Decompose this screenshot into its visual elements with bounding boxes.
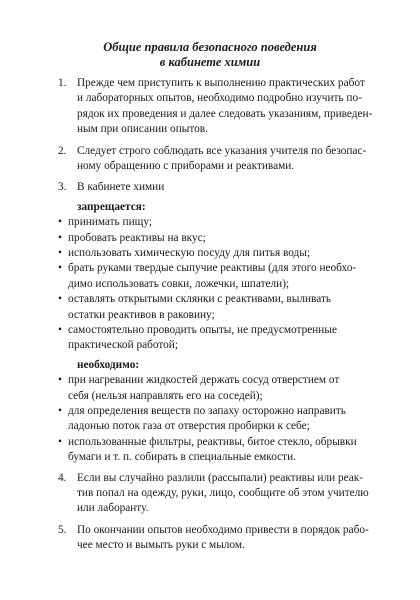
bullet-icon: • <box>58 293 62 306</box>
item-4-text <box>77 471 386 517</box>
item-5-line-1: По окончании опытов необходимо привести в порядок рабо- <box>77 523 369 536</box>
forbidden-item-4 <box>68 261 386 292</box>
item-number-2: 2. <box>58 144 67 157</box>
forbidden-item-4-line-1: брать руками твердые сыпучие реактивы (для этого необхо- <box>68 262 357 275</box>
required-item-3-line-1: использованные фильтры, реактивы, битое стекло, обрывки <box>68 435 357 448</box>
forbidden-item-4-line-2: димо использовать совки, ложечки, шпатели); <box>68 277 290 290</box>
item-number-4: 4. <box>58 471 67 484</box>
forbidden-item-6-line-2: практической работой; <box>68 339 178 352</box>
item-3-line-1: В кабинете химии <box>77 181 165 194</box>
required-heading: необходимо: <box>77 358 140 371</box>
bullet-icon: • <box>58 247 62 259</box>
bullet-icon: • <box>58 231 62 244</box>
required-item-3-line-2: бумаги и т. п. собирать в специальные емкости. <box>68 451 296 464</box>
item-1-line-3: рядок их проведения и далее следовать указаниям, приведен- <box>77 107 373 120</box>
item-4-line-2: тив попал на одежду, руки, лицо, сообщите об этом учителю <box>77 487 369 499</box>
item-1-line-2: и лабораторных опытов, необходимо подробно изучить по- <box>77 92 362 105</box>
bullet-icon: • <box>58 374 62 387</box>
item-1-text <box>77 76 386 138</box>
item-number-5: 5. <box>58 523 67 536</box>
forbidden-item-1: принимать пищу; <box>68 216 152 229</box>
required-item-1-line-1: при нагревании жидкостей держать сосуд отверстием от <box>68 374 340 387</box>
forbidden-item-5 <box>68 292 386 323</box>
item-1-line-1: Прежде чем приступить к выполнению практических работ <box>77 77 365 89</box>
title-line-1: Общие правила безопасного поведения <box>103 40 317 54</box>
forbidden-item-2: пробовать реактивы на вкус; <box>68 231 206 244</box>
item-5-line-2: чее место и вымыть руки с мылом. <box>77 539 245 552</box>
bullet-icon: • <box>58 405 62 417</box>
item-1-line-4: ным при описании опытов. <box>77 123 208 136</box>
required-item-1 <box>68 373 386 404</box>
title-line-2: в кабинете химии <box>159 55 261 69</box>
item-number-3: 3. <box>58 181 67 194</box>
bullet-icon: • <box>58 216 62 229</box>
item-4-line-3: или лаборанту. <box>77 502 149 515</box>
forbidden-item-6 <box>68 323 386 354</box>
required-item-2-line-1: для определения веществ по запаху осторожно направить <box>68 405 346 417</box>
item-4-line-1: Если вы случайно разлили (рассыпали) реактивы или реак- <box>77 471 364 484</box>
required-item-1-line-2: себя (нельзя направлять его на соседей); <box>68 389 263 402</box>
bullet-icon: • <box>58 435 62 448</box>
required-item-2 <box>68 404 386 435</box>
page-title <box>40 40 380 70</box>
item-2-line-1: Следует строго соблюдать все указания учителя по безопас- <box>77 144 367 157</box>
item-number-1: 1. <box>58 77 67 89</box>
item-2-text <box>77 144 386 175</box>
item-5-text <box>77 523 386 554</box>
required-item-3 <box>68 435 386 466</box>
bullet-icon: • <box>58 262 62 275</box>
forbidden-heading: запрещается: <box>77 200 146 213</box>
bullet-icon: • <box>58 324 62 336</box>
forbidden-item-3: использовать химическую посуду для питья воды; <box>68 247 311 259</box>
forbidden-item-5-line-2: остатки реактивов в раковину; <box>68 308 215 321</box>
forbidden-item-6-line-1: самостоятельно проводить опыты, не предусмотренные <box>68 324 337 336</box>
item-2-line-2: ному обращению с приборами и реактивами. <box>77 160 295 172</box>
forbidden-item-5-line-1: оставлять открытыми склянки с реактивами, выливать <box>68 293 332 306</box>
required-item-2-line-2: ладонью поток газа от отверстия пробирки к себе; <box>68 420 310 433</box>
item-3-text <box>77 180 386 195</box>
